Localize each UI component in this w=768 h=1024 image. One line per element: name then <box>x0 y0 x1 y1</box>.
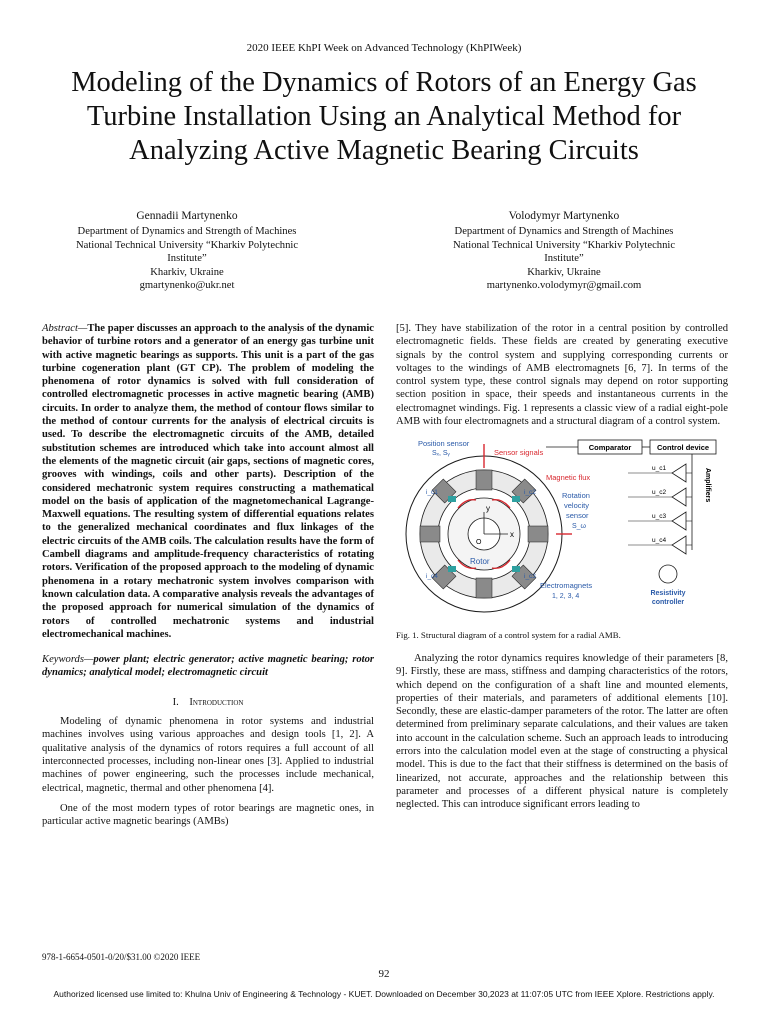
u2-label: u_c2 <box>652 489 667 497</box>
i2-label: i_c2 <box>524 489 536 497</box>
velocity-label: velocity <box>564 501 590 511</box>
section-heading: I. Introduction <box>172 696 244 708</box>
footer-isbn: 978-1-6654-0501-0/20/$31.00 ©2020 IEEE <box>42 952 201 962</box>
resistivity-controller-icon <box>659 565 677 583</box>
amb-diagram <box>396 438 728 616</box>
conference-header: 2020 IEEE KhPI Week on Advanced Technology (KhPIWeek) <box>246 42 522 54</box>
i3-label: i_c3 <box>524 573 536 581</box>
author-block <box>27 210 347 292</box>
author-email: martynenko.volodymyr@gmail.com <box>486 280 642 292</box>
electromagnets-label: Electromagnets <box>540 581 593 591</box>
i1-label: i_c1 <box>426 489 438 497</box>
body-paragraph: Analyzing the rotor dynamics requires knowledge of their parameters [8, 9]. Firstly, these are mass, stiffness and damping characteristics of the rotors, which depend on the configuration of a shaft line and mounted elements, properties of their materials, and parameters of additional elements [10]. Secondly, these are elastic-damper parameters of the rotor. The latter are often determined from preliminary separate calculations, and their values are taken into account in the calculation scheme. Such an approach leads to introducing errors into the calculation model even at the stage of constructing a physical model. This is due to the fact that their stiffness is determined on the basis of linearized, not accurate, approaches and the relationship between this parameter and processes of a different physical nature is completely neglected. This can introduce significant errors leading to <box>396 652 728 811</box>
authorized-notice: Authorized licensed use limited to: Khulna Univ of Engineering & Technology - KUET. Downloaded on December 30,2023 at 11:07:05 UTC from IEEE Xplore. Restrictions apply. <box>53 989 715 999</box>
author-department: Department of Dynamics and Strength of Machines <box>454 226 674 238</box>
sxsy-label: Sₓ, Sᵧ <box>432 450 450 458</box>
resistivity-label: Resistivity <box>650 590 686 598</box>
keywords-text: power plant; electric generator; active magnetic bearing; rotor dynamics; analytical model; electromagnetic circuit <box>42 654 374 679</box>
abstract-text: The paper discusses an approach to the analysis of the dynamic behavior of turbine rotors and a generator of an energy gas turbine unit with active magnetic bearings as supports. This unit is a part of the gas turbine cogeneration plant (GT CP). The problem of modeling the phenomena of rotor dynamics is solved with full consideration of controlled electromagnetic processes in active magnetic bearing (AMB) circuits. In order to analyze them, the method of contour flows similar to the method of contour currents for the analysis of electrical circuits is used. To describe the electromagnetic circuits of the AMB, detailed substitution schemes are introduced which take into account almost all the elements of the magnetic circuit (air gaps, sections of magnetic cores, grooves with windings, coils and other parts). Description of the considered mechatronic system requires constructing a mathematical model on the basis of application of the magnetomechanical Lagrange-Maxwell equations. The resulting system of differential equations relates to the generalized mechanical coordinates and flux linkages of the electric circuits of the AMB coils. The calculation results have the form of Cambell diagrams and amplitude-frequency characteristics of rotating rotors. Verification of the proposed approach to the modeling of dynamic phenomena in a rotary mechatronic system involves comparison with known calculation data. A comparative analysis reveals the advantages of the proposed approach for numerical simulation of the dynamics of rotors of controlled mechatronic systems and industrial electromechanical machines. <box>42 323 374 640</box>
section-title: Introduction <box>189 696 244 708</box>
sensor-signals-label: Sensor signals <box>494 448 544 458</box>
page-number: 92 <box>378 968 390 980</box>
keywords <box>42 653 374 680</box>
u1-label: u_c1 <box>652 465 667 473</box>
x-axis-label: x <box>510 530 514 540</box>
u4-label: u_c4 <box>652 537 667 545</box>
body-paragraph: [5]. They have stabilization of the rotor in a central position by controlled electromagnetic fields. These fields are created by generating executive signals by the control system and supplying corresponding currents or voltages to the windings of AMB electromagnets [6, 7]. In terms of the control system type, these control signals may depend on rotor supporting section position in space, their speeds and instantaneous currents in the electromagnet windings. Fig. 1 represents a classic view of a radial eight-pole AMB with four electromagnets and a structural diagram of a control system. <box>396 323 728 428</box>
author-department: Department of Dynamics and Strength of Machines <box>77 226 297 238</box>
rotation-label: Rotation <box>562 491 590 501</box>
intro-paragraph: One of the most modern types of rotor bearings are magnetic ones, in particular active magnetic bearings (AMBs) <box>42 802 374 828</box>
abstract-heading: Abstract— <box>42 323 88 334</box>
author-institution: National Technical University “Kharkiv Polytechnic <box>75 239 299 251</box>
author-institution: National Technical University “Kharkiv Polytechnic <box>452 239 676 251</box>
comparator-label: Comparator <box>588 443 632 453</box>
left-column <box>42 322 374 828</box>
magnetic-flux-label: Magnetic flux <box>546 473 591 483</box>
author-email: gmartynenko@ukr.net <box>139 280 235 292</box>
origin-label: O <box>476 539 482 547</box>
em-numbers-label: 1, 2, 3, 4 <box>552 593 580 601</box>
control-device-label: Control device <box>656 443 710 453</box>
author-institution-cont: Institute” <box>167 253 207 265</box>
sensor-label: sensor <box>566 511 589 521</box>
figure-1 <box>396 438 728 642</box>
u3-label: u_c3 <box>652 513 667 521</box>
abstract <box>42 322 374 641</box>
position-sensor-label: Position sensor <box>418 439 470 449</box>
i4-label: i_c4 <box>426 573 438 581</box>
author-city: Kharkiv, Ukraine <box>150 266 224 278</box>
somega-label: S_ω <box>572 523 587 531</box>
intro-paragraph: Modeling of dynamic phenomena in rotor systems and industrial machines involves using various approaches and design tools [1, 2]. A qualitative analysis of the dynamics of rotors requires a full account of all interconnected processes, including non-linear ones [3]. Applied to industrial machines of power engineering, such the processes include mechanical, electrical, magnetic, thermal and other phenomena [4]. <box>42 716 374 794</box>
controller-label: controller <box>651 599 685 607</box>
figure-caption: Fig. 1. Structural diagram of a control system for a radial AMB. <box>396 629 621 640</box>
author-name: Volodymyr Martynenko <box>508 210 620 222</box>
author-name: Gennadii Martynenko <box>136 210 238 222</box>
amplifiers-label: Amplifiers <box>704 468 711 503</box>
author-institution-cont: Institute” <box>544 253 584 265</box>
author-city: Kharkiv, Ukraine <box>527 266 601 278</box>
keywords-heading: Keywords— <box>42 654 94 666</box>
author-block <box>404 210 724 292</box>
y-axis-label: y <box>486 504 490 514</box>
paper-title: Modeling of the Dynamics of Rotors of an Energy Gas Turbine Installation Using an Analytical Method for Analyzing Active Magnetic Bearing Circuits <box>71 67 697 166</box>
rotor-label: Rotor <box>470 557 490 567</box>
right-column <box>396 322 728 812</box>
